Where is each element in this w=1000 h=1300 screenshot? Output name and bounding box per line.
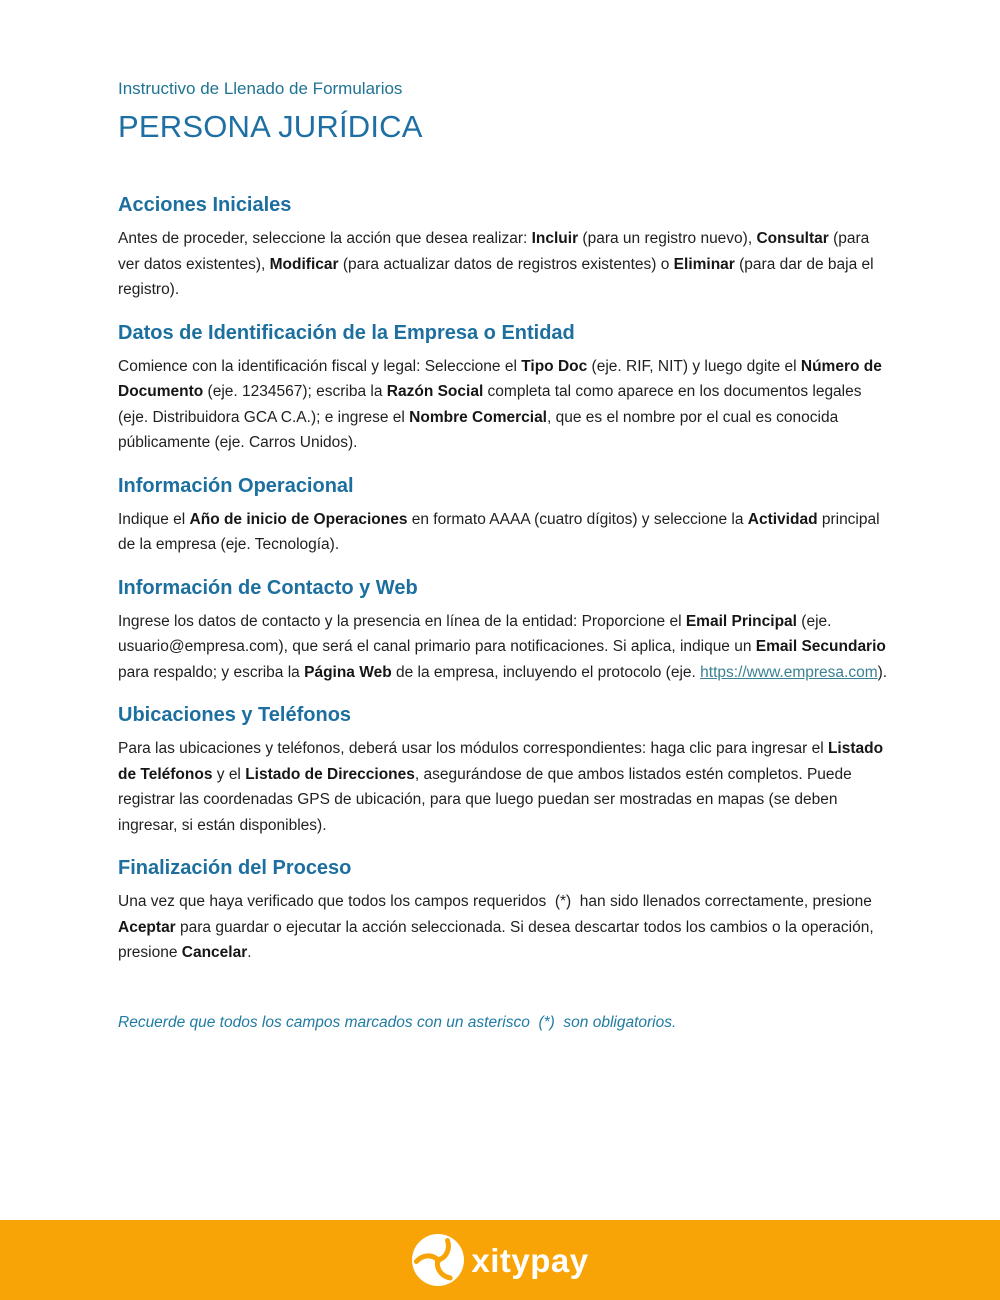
- bold-keyword: Email Secundario: [755, 638, 886, 655]
- bold-keyword: Listado de Direcciones: [245, 765, 415, 783]
- section-heading: Finalización del Proceso: [118, 857, 352, 879]
- body-text: para guardar o ejecutar la acción seleccionada. Si desea descartar todos los cambios o la operación, presione: [118, 918, 874, 961]
- body-text: principal de la empresa (eje. Tecnología).: [118, 510, 880, 553]
- section-paragraph: [118, 507, 888, 558]
- bold-keyword: Nombre Comercial: [409, 408, 547, 426]
- section-heading: Información de Contacto y Web: [118, 576, 418, 599]
- instruction-section: [118, 474, 888, 558]
- body-text: en formato AAAA (cuatro dígitos) y seleccione la: [407, 510, 748, 528]
- section-paragraph: [118, 889, 888, 966]
- body-text: , que es el nombre por el cual es conocida públicamente (eje. Carros Unidos).: [118, 408, 839, 451]
- body-text: Indique el: [118, 510, 190, 528]
- brand-name: xitypay: [471, 1241, 589, 1279]
- body-text: (eje. usuario@empresa.com), que será el canal primario para notificaciones. Si aplica, indique un: [118, 612, 832, 655]
- page-title: PERSONA JURÍDICA: [118, 109, 423, 144]
- body-text: ).: [877, 663, 888, 681]
- section-paragraph: [118, 354, 888, 456]
- body-text: Ingrese los datos de contacto y la presencia en línea de la entidad: Proporcione el: [118, 612, 686, 630]
- body-text: completa tal como aparece en los documentos legales (eje. Distribuidora GCA C.A.); e ingrese el: [118, 383, 862, 426]
- web-url-link[interactable]: https://www.empresa.com: [700, 663, 878, 681]
- body-text: (para dar de baja el registro).: [118, 255, 874, 298]
- body-text: (para ver datos existentes),: [118, 230, 870, 273]
- instruction-section: [118, 856, 888, 966]
- body-text: , asegurándose de que ambos listados estén completos. Puede registrar las coordenadas GPS de ubicación, para que luego puedan ser mostradas en mapas (se deben ingresar, si están disponibles).: [118, 765, 852, 834]
- body-text: Una vez que haya verificado que todos los campos requeridos (*) han sido llenados correctamente, presione: [118, 893, 872, 910]
- body-text: Para las ubicaciones y teléfonos, deberá usar los módulos correspondientes: haga clic para ingresar el: [118, 740, 828, 757]
- body-text: para respaldo; y escriba la: [118, 663, 305, 681]
- bold-keyword: Tipo Doc: [521, 357, 588, 375]
- section-heading: Datos de Identificación de la Empresa o Entidad: [118, 321, 575, 344]
- bold-keyword: Incluir: [531, 230, 579, 247]
- section-paragraph: [118, 609, 888, 686]
- body-text: (para actualizar datos de registros existentes) o: [338, 255, 674, 273]
- brand-lockup: [411, 1233, 588, 1287]
- section-heading: Ubicaciones y Teléfonos: [118, 704, 352, 726]
- bold-keyword: Aceptar: [118, 918, 176, 936]
- instruction-section: [118, 576, 888, 686]
- sections: [118, 193, 888, 966]
- instruction-section: [118, 321, 888, 456]
- body-text: de la empresa, incluyendo el protocolo (eje.: [391, 663, 701, 681]
- section-paragraph: [118, 736, 888, 838]
- instruction-section: [118, 703, 888, 838]
- bold-keyword: Actividad: [747, 510, 818, 528]
- bold-keyword: Año de inicio de Operaciones: [189, 510, 408, 528]
- bold-keyword: Página Web: [304, 663, 392, 681]
- document-header: [118, 78, 888, 147]
- body-text: Antes de proceder, seleccione la acción que desea realizar:: [118, 230, 532, 247]
- body-text: (eje. 1234567); escriba la: [203, 383, 387, 400]
- body-text: Comience con la identificación fiscal y legal: Seleccione el: [118, 357, 522, 375]
- body-text: .: [247, 944, 252, 961]
- bold-keyword: Consultar: [756, 230, 829, 247]
- bold-keyword: Email Principal: [685, 612, 797, 630]
- body-text: y el: [212, 765, 246, 783]
- brand-swirl-icon: [411, 1233, 465, 1287]
- bold-keyword: Razón Social: [386, 383, 484, 400]
- body-text: (eje. RIF, NIT) y luego dgite el: [587, 357, 801, 375]
- bold-keyword: Cancelar: [181, 944, 248, 961]
- document-eyebrow: Instructivo de Llenado de Formularios: [118, 79, 403, 98]
- section-paragraph: [118, 226, 888, 303]
- body-text: (para un registro nuevo),: [578, 230, 757, 247]
- footer-brand-bar: [0, 1220, 1000, 1300]
- bold-keyword: Listado de Teléfonos: [118, 740, 884, 783]
- section-heading: Información Operacional: [118, 474, 354, 497]
- mandatory-fields-note: Recuerde que todos los campos marcados con un asterisco (*) son obligatorios.: [118, 1013, 677, 1031]
- bold-keyword: Eliminar: [673, 255, 735, 273]
- bold-keyword: Número de Documento: [118, 357, 882, 400]
- bold-keyword: Modificar: [269, 255, 339, 273]
- section-heading: Acciones Iniciales: [118, 194, 292, 216]
- instruction-section: [118, 193, 888, 303]
